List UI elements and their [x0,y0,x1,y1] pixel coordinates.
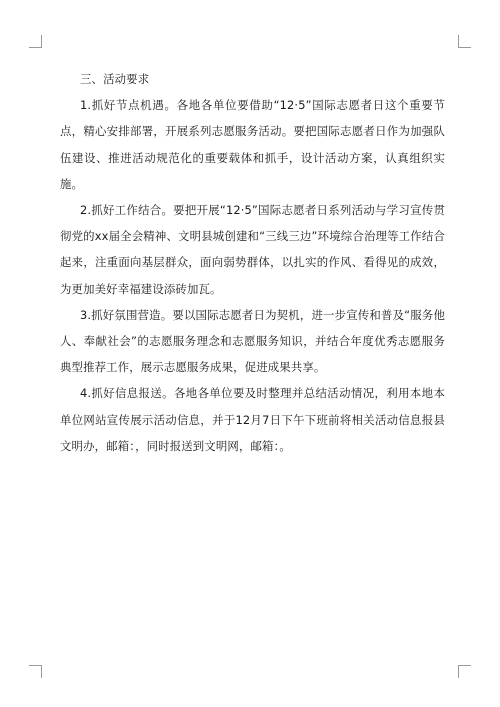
paragraph-2: 2.抓好工作结合。要把开展“12·5”国际志愿者日系列活动与学习宣传贯彻党的xx届全会精神、文明县城创建和“三线三边”环境综合治理等工作结合起来，注重面向基层群众，面向弱势群体，以扎实的作风、看得见的成效，为更加美好幸福建设添砖加瓦。 [60,203,445,296]
crop-mark-top-left [29,35,42,48]
crop-mark-bottom-left [29,665,42,678]
document-body [60,66,445,459]
paragraph-1: 1.抓好节点机遇。各地各单位要借助“12·5”国际志愿者日这个重要节点，精心安排部署，开展系列志愿服务活动。要把国际志愿者日作为加强队伍建设、推进活动规范化的重要载体和抓手，设计活动方案，认真组织实施。 [60,98,445,191]
paragraph-3: 3.抓好氛围营造。要以国际志愿者日为契机，进一步宣传和普及“服务他人、奉献社会”的志愿服务理念和志愿服务知识，并结合年度优秀志愿服务典型推荐工作，展示志愿服务成果，促进成果共享。 [60,307,445,375]
paragraph-4: 4.抓好信息报送。各地各单位要及时整理并总结活动情况，利用本地本单位网站宣传展示活动信息，并于12月7日下午下班前将相关活动信息报县文明办，邮箱：，同时报送到文明网，邮箱：。 [60,386,445,453]
crop-mark-top-right [458,35,471,48]
section-heading: 三、活动要求 [80,72,150,86]
crop-mark-bottom-right [458,665,471,678]
